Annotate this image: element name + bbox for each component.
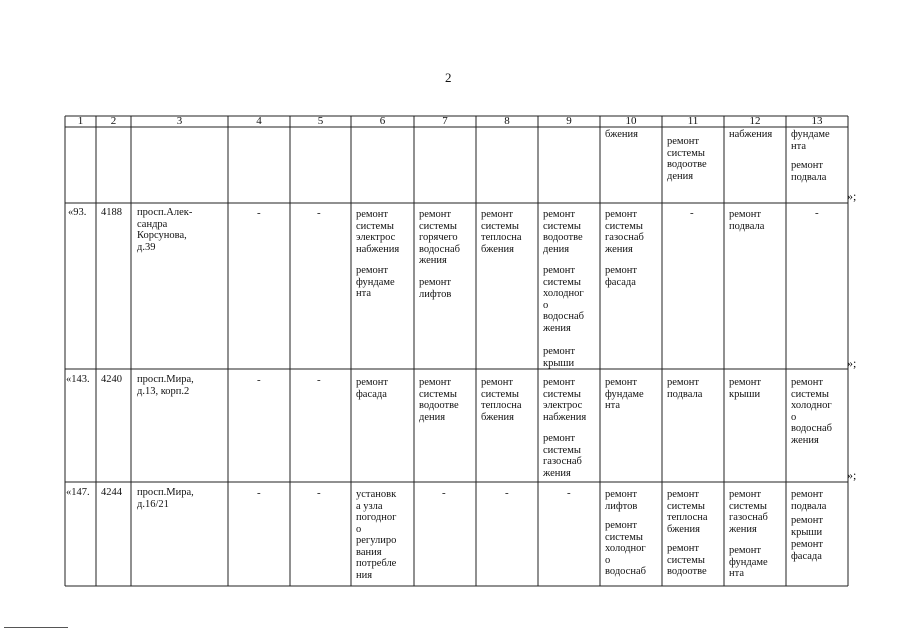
header-col-1: 1 [77,115,84,127]
cont-cell-10: бжения [605,129,638,140]
row-cell-11a: ремонт подвала [667,377,703,400]
row-cell-11a: ремонт системы теплосна бжения [667,489,708,535]
row-cell-6a: установк а узла погодног о регулиро вания потребле ния [356,489,397,581]
row-cell-8a: ремонт системы теплосна бжения [481,377,522,423]
row-cell-5: - [317,374,321,386]
row-cell-5: - [317,487,321,499]
header-col-5: 5 [317,115,324,127]
row-cell-10b: ремонт системы холодног о водоснаб [605,520,646,577]
row-address: просп.Мира, д.13, корп.2 [137,374,194,397]
header-col-12: 12 [749,115,761,127]
row-cell-7a: ремонт системы горячего водоснаб жения [419,209,460,266]
row-cell-11: - [690,207,694,219]
row-cell-12b: ремонт фундаме нта [729,545,768,579]
row-cell-10a: ремонт лифтов [605,489,638,512]
row-number: «143. [66,374,90,385]
row-code: 4244 [101,487,122,498]
cont-cell-12: набжения [729,129,773,140]
row-cell-12a: ремонт крыши [729,377,762,400]
header-col-9: 9 [566,115,572,127]
header-col-13: 13 [811,115,823,127]
row-tail: »; [847,189,857,203]
row-cell-13a: ремонт системы холодног о водоснаб жения [791,377,832,446]
row-number: «147. [66,487,90,498]
header-col-6: 6 [379,115,386,127]
row-tail: »; [847,468,857,482]
header-col-2: 2 [110,115,117,127]
row-tail: »; [847,356,857,370]
row-cell-9a: ремонт системы водоотве дения [543,209,583,255]
footer-rule [4,627,68,628]
row-cell-10b: ремонт фасада [605,265,638,288]
row-cell-13c: ремонт фасада [791,539,824,562]
row-number: «93. [68,207,87,218]
row-cell-8: - [505,487,509,499]
row-cell-10a: ремонт системы газоснаб жения [605,209,644,255]
row-code: 4188 [101,207,122,218]
row-cell-12a: ремонт системы газоснаб жения [729,489,768,535]
row-cell-11b: ремонт системы водоотве [667,543,707,577]
row-cell-13b: ремонт крыши [791,515,824,538]
page-number: 2 [445,70,452,85]
row-cell-9b: ремонт системы газоснаб жения [543,433,582,479]
cont-cell-13b: ремонт подвала [791,160,827,183]
row-cell-9: - [567,487,571,499]
header-col-3: 3 [176,115,183,127]
row-cell-4: - [257,207,261,219]
header-col-7: 7 [442,115,448,127]
row-address: просп.Алек- сандра Корсунова, д.39 [137,207,193,253]
row-cell-9c: ремонт крыши [543,346,576,369]
row-address: просп.Мира, д.16/21 [137,487,194,510]
row-cell-7b: ремонт лифтов [419,277,452,300]
row-cell-13: - [815,207,819,219]
header-col-4: 4 [256,115,262,127]
row-cell-5: - [317,207,321,219]
row-cell-9b: ремонт системы холодног о водоснаб жения [543,265,584,334]
header-col-11: 11 [687,115,699,127]
cont-cell-13a: фундаме нта [791,129,830,152]
row-cell-9a: ремонт системы электрос набжения [543,377,587,423]
row-cell-4: - [257,487,261,499]
cont-cell-11: ремонт системы водоотве дения [667,136,707,182]
row-cell-8a: ремонт системы теплосна бжения [481,209,522,255]
row-cell-13a: ремонт подвала [791,489,827,512]
row-cell-12a: ремонт подвала [729,209,765,232]
row-cell-6b: ремонт фундаме нта [356,265,395,299]
header-col-8: 8 [504,115,510,127]
row-cell-7: - [442,487,446,499]
header-col-10: 10 [625,115,637,127]
row-cell-7a: ремонт системы водоотве дения [419,377,459,423]
row-cell-4: - [257,374,261,386]
row-cell-6a: ремонт фасада [356,377,389,400]
row-cell-6a: ремонт системы электрос набжения [356,209,400,255]
row-cell-10a: ремонт фундаме нта [605,377,644,411]
row-code: 4240 [101,374,122,385]
